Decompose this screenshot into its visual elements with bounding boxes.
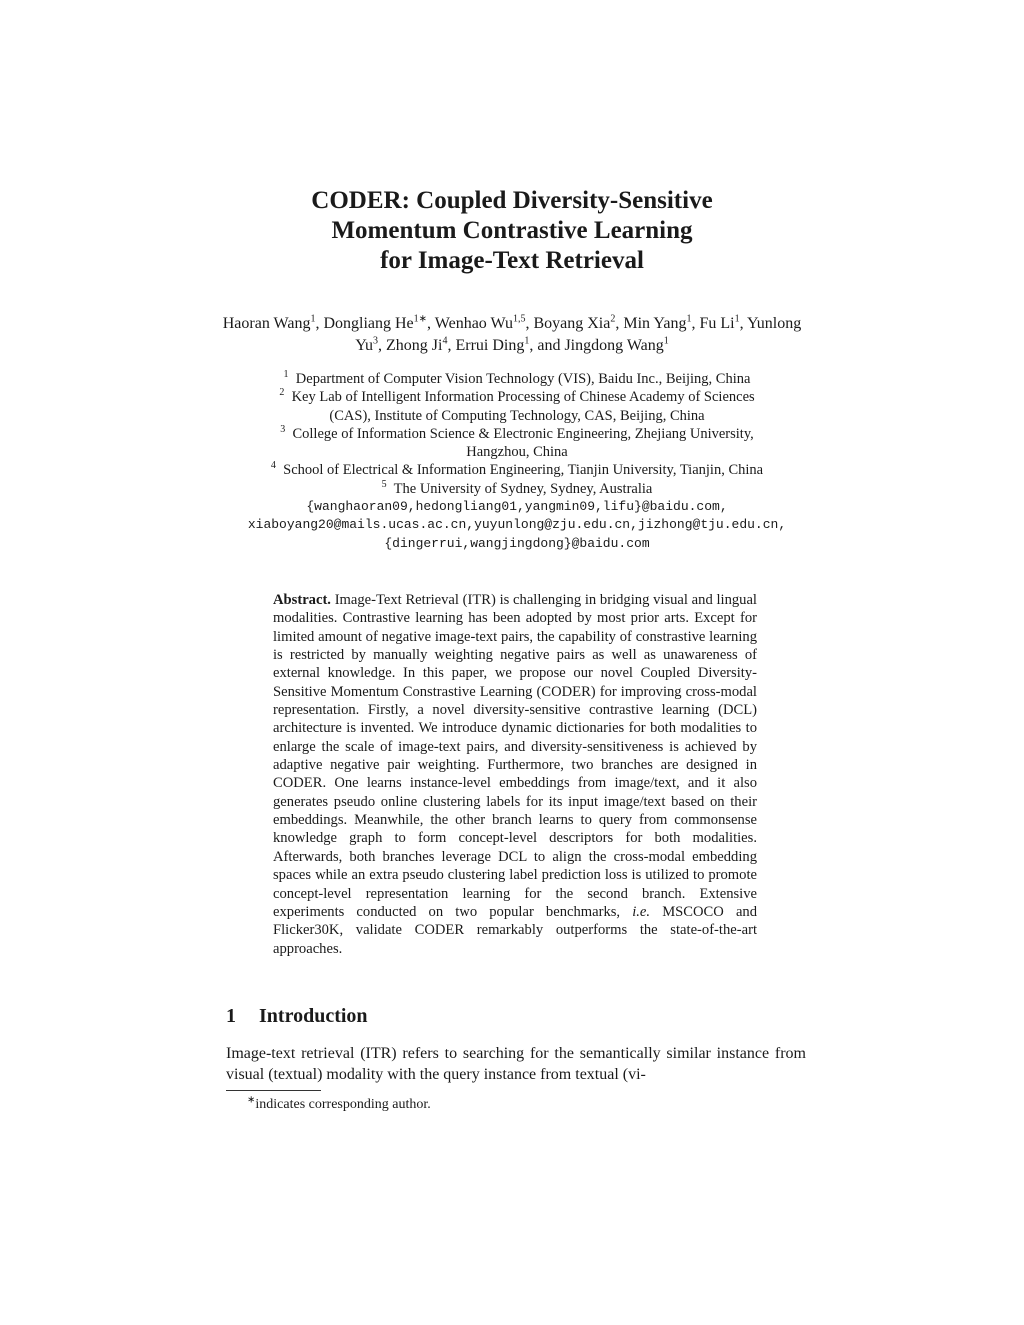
author-conjunction: and: [537, 337, 561, 354]
affiliation-1: [222, 370, 812, 388]
footnote-text: indicates corresponding author.: [255, 1097, 431, 1112]
email-line: xiaboyang20@mails.ucas.ac.cn,yuyunlong@zju.edu.cn,jizhong@tju.edu.cn,: [247, 517, 787, 533]
author-sup: 3: [373, 335, 379, 347]
author-sup: 1: [310, 313, 316, 325]
affiliation-5: [222, 480, 812, 498]
author-sup: 1: [734, 313, 740, 325]
section-number: 1: [226, 1005, 236, 1027]
email-line: {dingerrui,wangjingdong}@baidu.com: [384, 535, 650, 551]
footnote: [247, 1096, 431, 1114]
affiliation-sup: 4: [270, 460, 276, 472]
author-sup: 1,5: [512, 313, 526, 325]
affiliation-4: [222, 461, 812, 479]
author-sup: 1: [686, 313, 692, 325]
author-sup: 1: [663, 335, 669, 347]
affiliation-text: The University of Sydney, Sydney, Australia: [393, 480, 653, 497]
author-sup: 4: [442, 335, 448, 347]
title-line: Momentum Contrastive Learning: [331, 217, 693, 244]
author-sup: 2: [610, 313, 616, 325]
author-name: Fu Li: [699, 315, 735, 332]
affiliation-3: [222, 425, 812, 443]
affiliation-sup: 2: [279, 387, 285, 399]
affiliation-text: Department of Computer Vision Technology (VIS), Baidu Inc., Beijing, China: [295, 371, 751, 387]
author-name: Jingdong Wang: [564, 337, 664, 354]
abstract-label: Abstract.: [273, 592, 331, 608]
section-heading: [226, 1005, 368, 1028]
author-name: Haoran Wang: [222, 315, 311, 332]
author-name: Zhong Ji: [386, 337, 443, 354]
abstract-ie: i.e.: [632, 903, 651, 920]
affiliation-text: School of Electrical & Information Engineering, Tianjin University, Tianjin, China: [283, 462, 764, 479]
section-title: Introduction: [259, 1005, 368, 1027]
footnote-mark: ∗: [247, 1094, 256, 1106]
abstract-text-end: MSCOCO and Flicker30K, validate CODER remarkably outperforms the state-of-the-art approaches.: [273, 903, 758, 957]
affiliation-sup: 5: [381, 478, 387, 490]
affiliation-text: College of Information Science & Electronic Engineering, Zhejiang University,: [292, 425, 754, 442]
paper-title: [0, 186, 1024, 276]
author-sup: 1: [524, 335, 530, 347]
author-name: Min Yang: [623, 315, 687, 332]
author-name: Errui Ding: [455, 337, 525, 354]
author-list: Haoran Wang$^1$, Dongliang $He^{1∗}$, Wenhao Wu$^{1,5}$, Boyang Xia$^2$, Min Yang$^1$, Fu Li$^1$, Yunlong Yu$^3$, Zhong Ji$^4$, Errui Ding$^1$, and Jingdong Wang$^1$: [222, 313, 802, 354]
intro-paragraph: Image-text retrieval (ITR) refers to searching for the semantically similar instance from visual (textual) modality with the query instance from textual (vi-: [226, 1045, 806, 1083]
author-name: Wenhao Wu: [434, 315, 513, 332]
email-line: {wanghaoran09,hedongliang01,yangmin09,lifu}@baidu.com,: [306, 499, 728, 515]
author-name: Yunlong Yu: [355, 315, 802, 354]
affiliation-sup: 1: [283, 369, 289, 381]
abstract: [273, 591, 757, 958]
footnote-rule: [226, 1090, 321, 1091]
abstract-text: Image-Text Retrieval (ITR) is challenging in bridging visual and lingual modalities. Contrastive learning has been adopted by most prior arts. Except for limited amount of negative image-text pairs, the capability of constrastive learning is restricted by manually weighting negative pairs as well as unawareness of external knowledge. In this paper, we propose our novel Coupled Diversity-Sensitive Momentum Constrastive Learning (CODER) for improving cross-modal representation. Firstly, a novel diversity-sensitive contrastive learning (DCL) architecture is invented. We introduce dynamic dictionaries for both modalities to enlarge the scale of image-text pairs, and diversity-sensitiveness is achieved by adaptive negative pair weighting. Furthermore, two branches are designed in CODER. One learns instance-level embeddings from image/text, and it also generates pseudo online clustering labels for its input image/text based on their embeddings. Meanwhile, the other branch learns to query from commonsense knowledge graph to form concept-level descriptors for both modalities. Afterwards, both branches leverage DCL to align the cross-modal embedding spaces while an extra pseudo clustering label prediction loss is utilized to promote concept-level representation learning for the second branch. Extensive experiments conducted on two popular benchmarks,: [273, 592, 757, 920]
affiliation-list: [222, 370, 812, 553]
title-line: CODER: Coupled Diversity-Sensitive: [311, 187, 713, 214]
affiliation-2: [222, 388, 812, 406]
affiliation-3-cont: Hangzhou, China: [466, 444, 568, 461]
author-sup: 1∗: [413, 313, 428, 325]
author-name: Dongliang He: [323, 315, 414, 332]
affiliation-sup: 3: [280, 424, 286, 436]
affiliation-text: Key Lab of Intelligent Information Processing of Chinese Academy of Sciences: [291, 389, 755, 406]
author-name: Boyang Xia: [533, 315, 611, 332]
title-line: for Image-Text Retrieval: [380, 247, 644, 274]
affiliation-2-cont: (CAS), Institute of Computing Technology, CAS, Beijing, China: [329, 407, 705, 424]
